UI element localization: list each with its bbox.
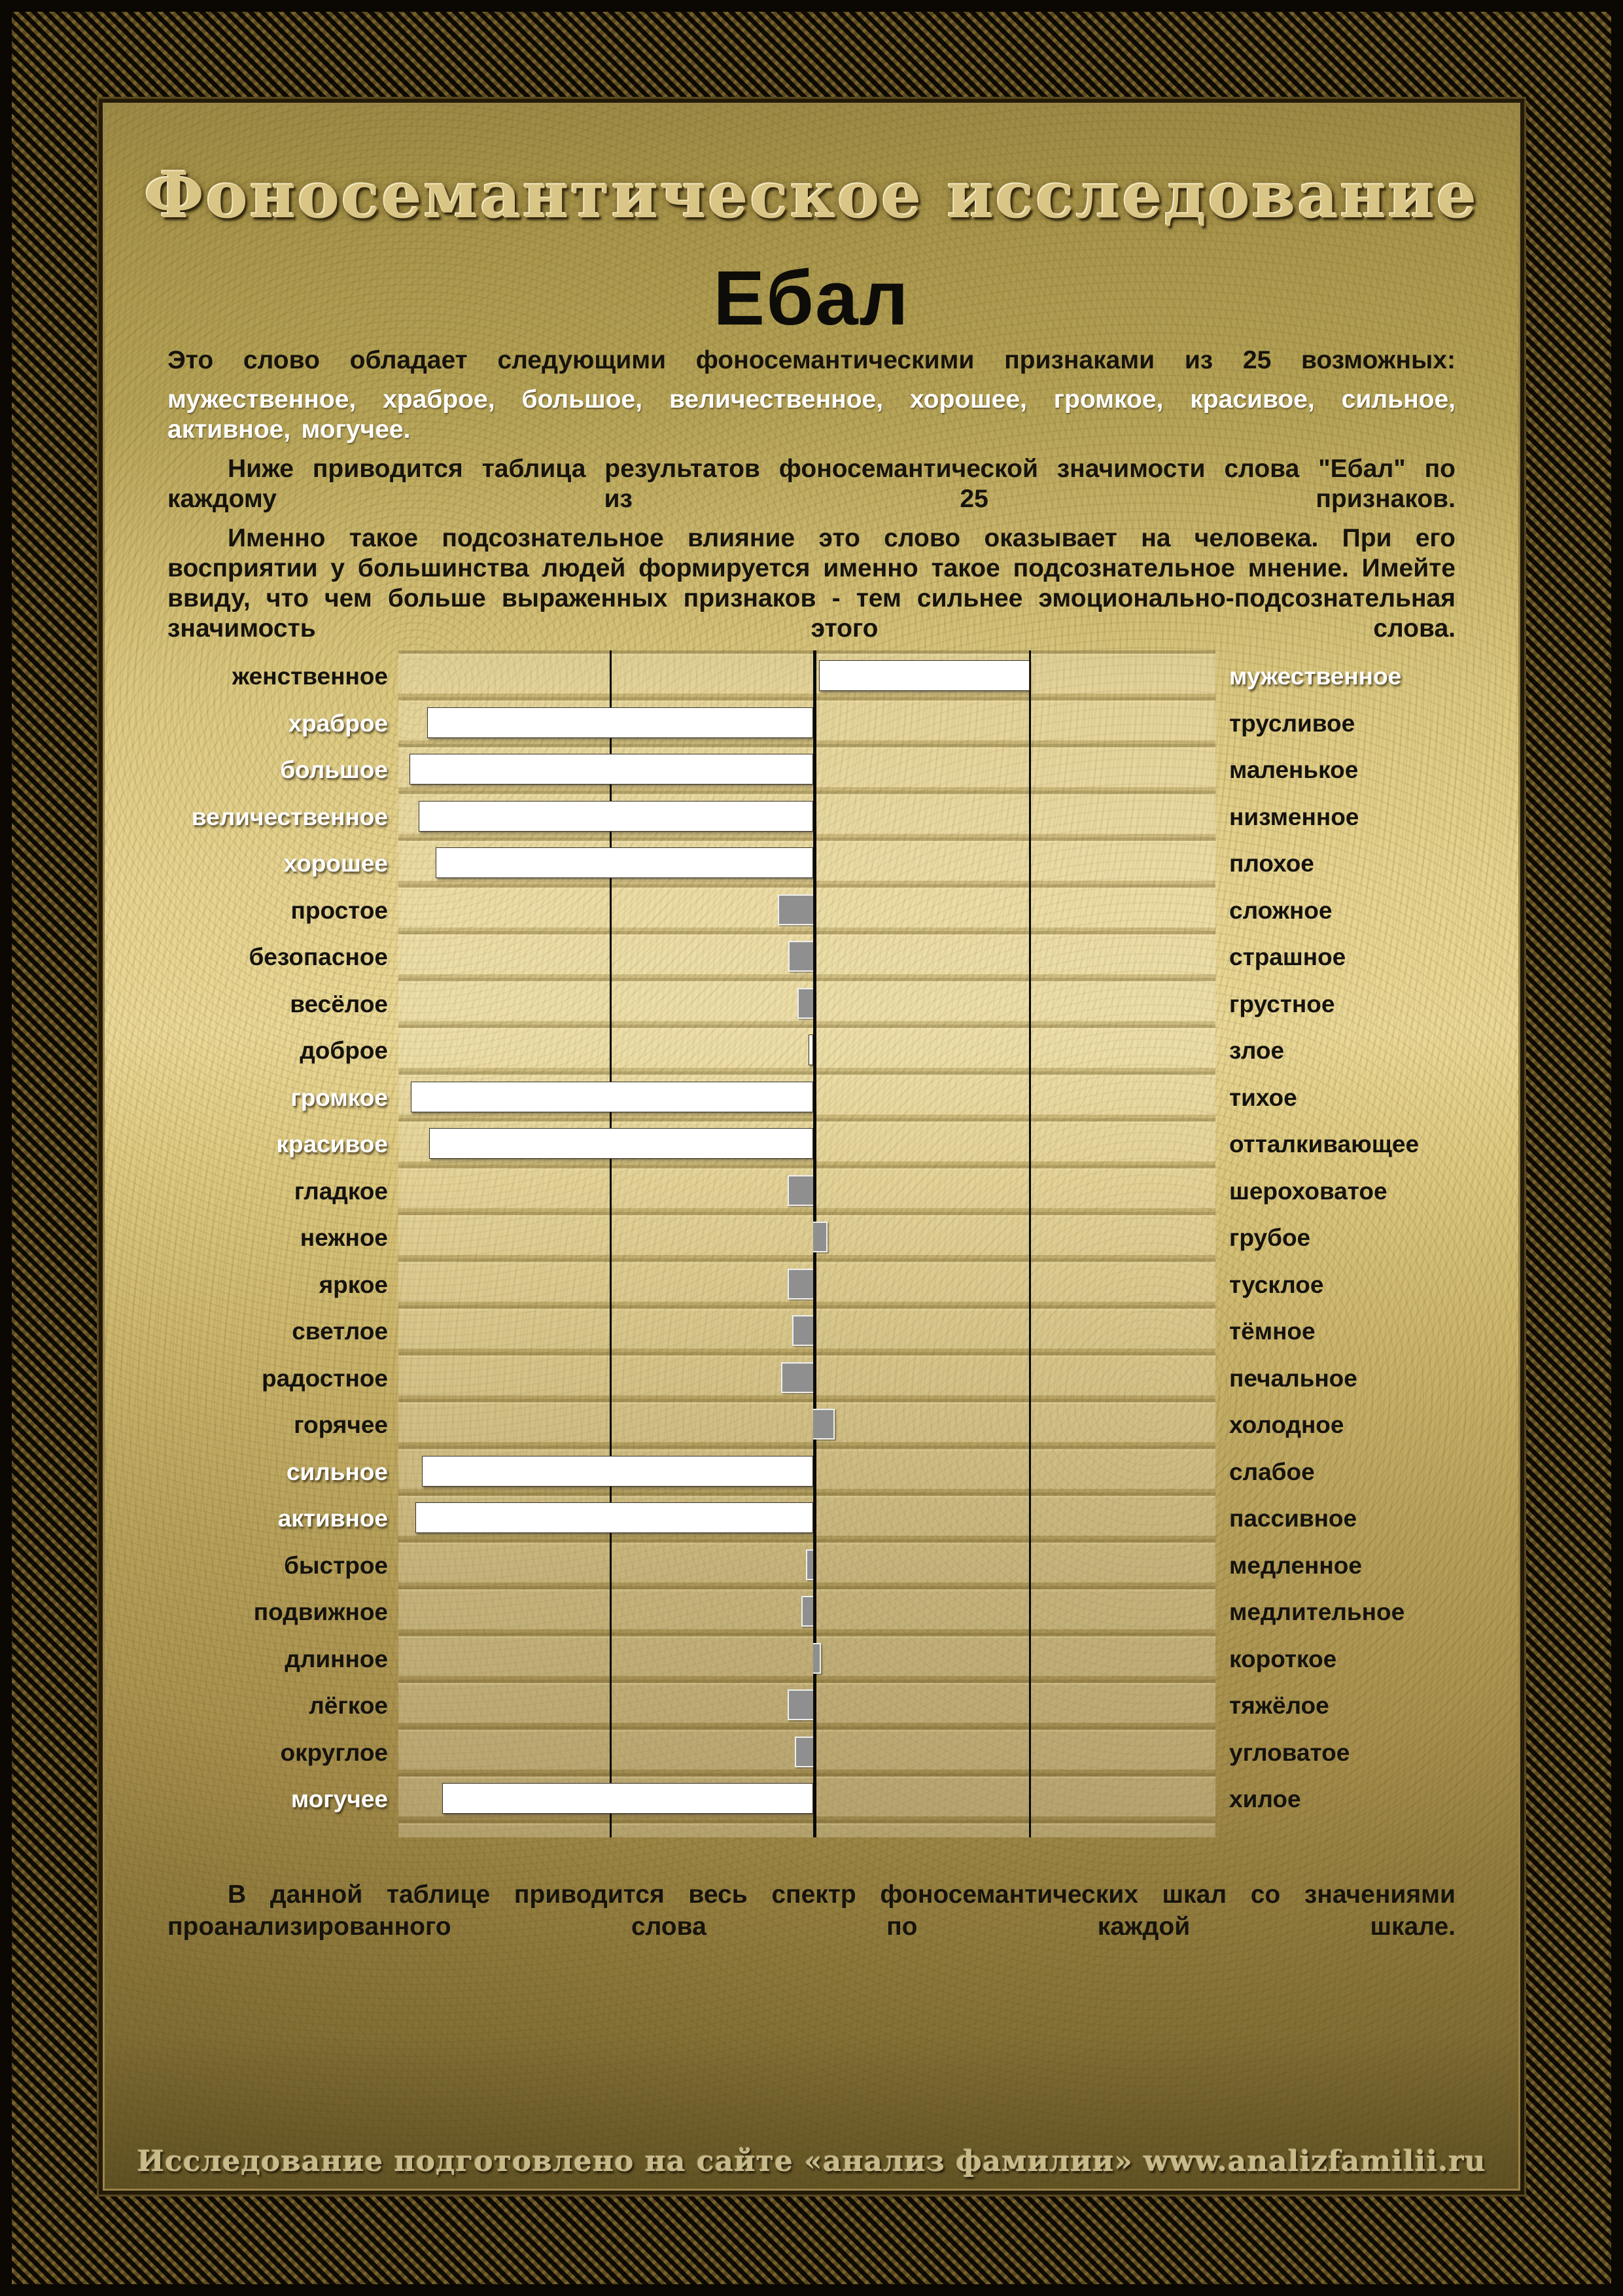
- value-bar: [792, 1315, 813, 1346]
- right-pole-label: короткое: [1229, 1645, 1337, 1672]
- value-bar: [809, 1034, 813, 1065]
- value-bar: [788, 1689, 814, 1720]
- scale-cell: [398, 981, 1215, 1028]
- left-pole-label: громкое: [290, 1084, 388, 1111]
- right-pole-label: тихое: [1229, 1084, 1297, 1111]
- scale-cell: [398, 1355, 1215, 1402]
- right-pole-label: печальное: [1229, 1364, 1357, 1392]
- value-bar: [813, 1643, 820, 1674]
- value-bar: [411, 1082, 814, 1112]
- right-pole-label: хилое: [1229, 1786, 1301, 1813]
- scale-cell: [398, 1542, 1215, 1589]
- scale-row: [105, 1776, 1518, 1823]
- intro-paragraph-2: Ниже приводится таблица результатов фоносемантической значимости слова "Ебал" по каждому из 25 признаков.: [167, 455, 1456, 514]
- scale-cell: [398, 1589, 1215, 1636]
- scale-cell: [398, 1495, 1215, 1542]
- scale-cell: [398, 1074, 1215, 1122]
- scale-cell: [398, 887, 1215, 934]
- scale-cell: [398, 934, 1215, 981]
- left-pole-label: могучее: [290, 1786, 388, 1813]
- left-pole-label: яркое: [319, 1271, 388, 1298]
- right-pole-label: грубое: [1229, 1224, 1311, 1252]
- value-bar: [442, 1783, 813, 1814]
- certificate-content: [105, 105, 1518, 2189]
- right-pole-label: медленное: [1229, 1551, 1362, 1579]
- intro-section: [167, 345, 1456, 653]
- scale-row: [105, 1402, 1518, 1449]
- right-pole-label: шероховатое: [1229, 1177, 1387, 1205]
- scale-cell: [398, 1682, 1215, 1729]
- right-pole-label: медлительное: [1229, 1598, 1405, 1626]
- value-bar: [415, 1502, 813, 1533]
- scale-row: [105, 1589, 1518, 1636]
- value-bar: [813, 1222, 827, 1252]
- scale-cell: [398, 1214, 1215, 1262]
- left-pole-label: нежное: [300, 1224, 388, 1252]
- scale-row: [105, 1121, 1518, 1168]
- right-pole-label: плохое: [1229, 850, 1314, 877]
- right-pole-label: сложное: [1229, 896, 1333, 924]
- right-pole-label: грустное: [1229, 990, 1335, 1017]
- scale-cell: [398, 747, 1215, 794]
- left-pole-label: доброе: [300, 1037, 388, 1065]
- scale-row: [105, 887, 1518, 934]
- scale-row: [105, 794, 1518, 841]
- left-pole-label: быстрое: [284, 1551, 388, 1579]
- right-pole-label: тяжёлое: [1229, 1692, 1329, 1720]
- value-bar: [788, 941, 814, 972]
- right-pole-label: тёмное: [1229, 1318, 1316, 1345]
- scale-cell: [398, 1636, 1215, 1683]
- scale-row: [105, 934, 1518, 981]
- scale-cell: [398, 700, 1215, 747]
- scale-cell: [398, 1262, 1215, 1309]
- left-pole-label: большое: [280, 756, 388, 784]
- scale-row: [105, 1542, 1518, 1589]
- scale-cell: [398, 840, 1215, 887]
- scale-cell: [398, 794, 1215, 841]
- value-bar: [419, 801, 813, 832]
- intro-paragraph-3: Именно такое подсознательное влияние это слово оказывает на человека. При его восприятии у большинства людей формируется именно такое подсознательное мнение. Имейте ввиду, что чем больше выраженных признаков - тем сильнее эмоционально-подсознательная значимость этого слова.: [167, 524, 1456, 643]
- value-bar: [806, 1549, 813, 1580]
- left-pole-label: величественное: [191, 803, 388, 830]
- scale-row: [105, 1636, 1518, 1683]
- value-bar: [797, 988, 814, 1019]
- scale-cell: [398, 1168, 1215, 1215]
- scale-cell: [398, 1027, 1215, 1074]
- value-bar: [781, 1362, 814, 1393]
- scale-cell: [398, 1449, 1215, 1496]
- scale-row: [105, 1449, 1518, 1496]
- scale-rows: [105, 653, 1518, 1823]
- scale-row: [105, 1495, 1518, 1542]
- right-pole-label: холодное: [1229, 1411, 1344, 1439]
- scale-cell: [398, 653, 1215, 700]
- scale-cell: [398, 1308, 1215, 1355]
- scale-row: [105, 1308, 1518, 1355]
- scale-row: [105, 747, 1518, 794]
- value-bar: [410, 754, 813, 785]
- page-title: Фоносемантическое исследование: [144, 158, 1479, 232]
- scale-cell: [398, 1776, 1215, 1823]
- left-pole-label: сильное: [286, 1458, 388, 1485]
- scale-cell: [398, 1729, 1215, 1776]
- footer-credit: Исследование подготовлено на сайте «анализ фамилии» www.analizfamilii.ru: [137, 2145, 1486, 2178]
- analyzed-word: Ебал: [713, 255, 910, 342]
- right-pole-label: отталкивающее: [1229, 1131, 1420, 1158]
- left-pole-label: горячее: [294, 1411, 388, 1439]
- left-pole-label: лёгкое: [309, 1692, 388, 1720]
- value-bar: [813, 1409, 834, 1439]
- right-pole-label: пассивное: [1229, 1505, 1357, 1532]
- left-pole-label: весёлое: [290, 990, 388, 1017]
- right-pole-label: слабое: [1229, 1458, 1315, 1485]
- scale-row: [105, 1214, 1518, 1262]
- traits-list: мужественное, храброе, большое, величественное, хорошее, громкое, красивое, сильное, активное, могучее.: [167, 385, 1456, 444]
- scale-row: [105, 1027, 1518, 1074]
- right-pole-label: низменное: [1229, 803, 1359, 830]
- left-pole-label: хорошее: [283, 850, 388, 877]
- right-pole-label: злое: [1229, 1037, 1285, 1065]
- scale-row: [105, 1729, 1518, 1776]
- value-bar: [788, 1175, 814, 1206]
- right-pole-label: страшное: [1229, 944, 1346, 971]
- value-bar: [801, 1596, 814, 1627]
- right-pole-label: тусклое: [1229, 1271, 1324, 1298]
- left-pole-label: безопасное: [249, 944, 388, 971]
- left-pole-label: длинное: [285, 1645, 388, 1672]
- right-pole-label: маленькое: [1229, 756, 1359, 784]
- left-pole-label: гладкое: [294, 1177, 388, 1205]
- scale-row: [105, 981, 1518, 1028]
- scale-row: [105, 1168, 1518, 1215]
- value-bar: [788, 1269, 814, 1299]
- left-pole-label: простое: [290, 896, 388, 924]
- value-bar: [422, 1456, 813, 1487]
- scale-row: [105, 1682, 1518, 1729]
- left-pole-label: красивое: [276, 1131, 388, 1158]
- right-pole-label: мужественное: [1229, 663, 1402, 690]
- phonosemantic-scale-chart: [105, 653, 1518, 1823]
- outro-paragraph: В данной таблице приводится весь спектр фоносемантических шкал со значениями проанализированного слова по каждой шкале.: [167, 1881, 1456, 1941]
- left-pole-label: светлое: [292, 1318, 388, 1345]
- scale-cell: [398, 1402, 1215, 1449]
- left-pole-label: радостное: [261, 1364, 388, 1392]
- value-bar: [819, 660, 1030, 691]
- scale-row: [105, 1074, 1518, 1122]
- scale-row: [105, 1262, 1518, 1309]
- scale-cell: [398, 1121, 1215, 1168]
- scale-row: [105, 700, 1518, 747]
- left-pole-label: активное: [277, 1505, 388, 1532]
- right-pole-label: угловатое: [1229, 1739, 1350, 1766]
- left-pole-label: храброе: [288, 709, 388, 737]
- left-pole-label: женственное: [232, 663, 388, 690]
- scale-row: [105, 840, 1518, 887]
- scale-row: [105, 653, 1518, 700]
- left-pole-label: подвижное: [253, 1598, 388, 1626]
- value-bar: [436, 847, 813, 878]
- value-bar: [429, 1128, 813, 1159]
- right-pole-label: трусливое: [1229, 709, 1355, 737]
- value-bar: [795, 1737, 814, 1767]
- value-bar: [427, 707, 814, 738]
- scale-row: [105, 1355, 1518, 1402]
- value-bar: [778, 894, 814, 925]
- intro-paragraph-1: Это слово обладает следующими фоносемантическими признаками из 25 возможных:: [167, 346, 1456, 374]
- left-pole-label: округлое: [280, 1739, 388, 1766]
